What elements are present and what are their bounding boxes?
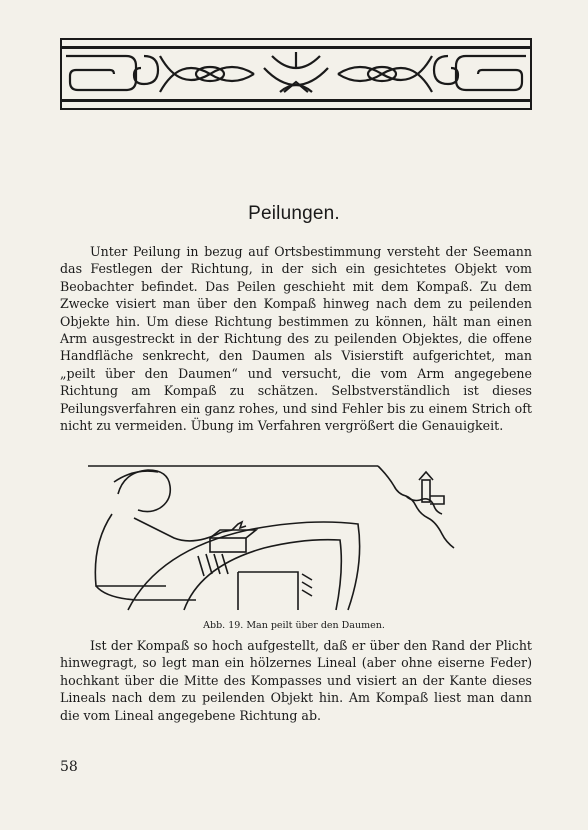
figure-caption: Abb. 19. Man peilt über den Daumen.: [203, 620, 385, 631]
page-title: Peilungen.: [248, 203, 340, 224]
page-number: 58: [60, 759, 78, 775]
body-paragraph-2: Ist der Kompaß so hoch aufgestellt, daß er über den Rand der Plicht hinwegragt, so legt man ein hölzernes Lineal (aber ohne eiserne Feder) hochkant über die Mitte des Kompasses und visiert an der Kante dieses Lineals nach dem zu peilenden Objekt hin. Am Kompaß liest man dann die vom Lineal angegebene Richtung ab.: [60, 638, 532, 723]
decorative-header-ornament: [60, 38, 532, 110]
illustration-man-taking-bearing: [88, 462, 488, 612]
body-paragraph-1: Unter Peilung in bezug auf Ortsbestimmung versteht der Seemann das Festlegen der Richtung, in der sich ein gesichtetes Objekt vom Beobachter befindet. Das Peilen geschieht mit dem Kompaß. Zu dem Zwecke visiert man über den Kompaß hinweg nach dem zu peilenden Objekte hin. Um diese Richtung bestimmen zu können, hält man einen Arm ausgestreckt in der Richtung des zu peilenden Objektes, die offene Handfläche senkrecht, den Daumen als Visierstift aufgerichtet, man „peilt über den Daumen“ und versucht, die vom Arm angegebene Richtung am Kompaß zu schätzen. Selbstverständlich ist dieses Peilungsverfahren ein ganz rohes, und sind Fehler bis zu einem Strich oft nicht zu vermeiden. Übung im Verfahren vergrößert die Genauigkeit.: [60, 244, 532, 434]
